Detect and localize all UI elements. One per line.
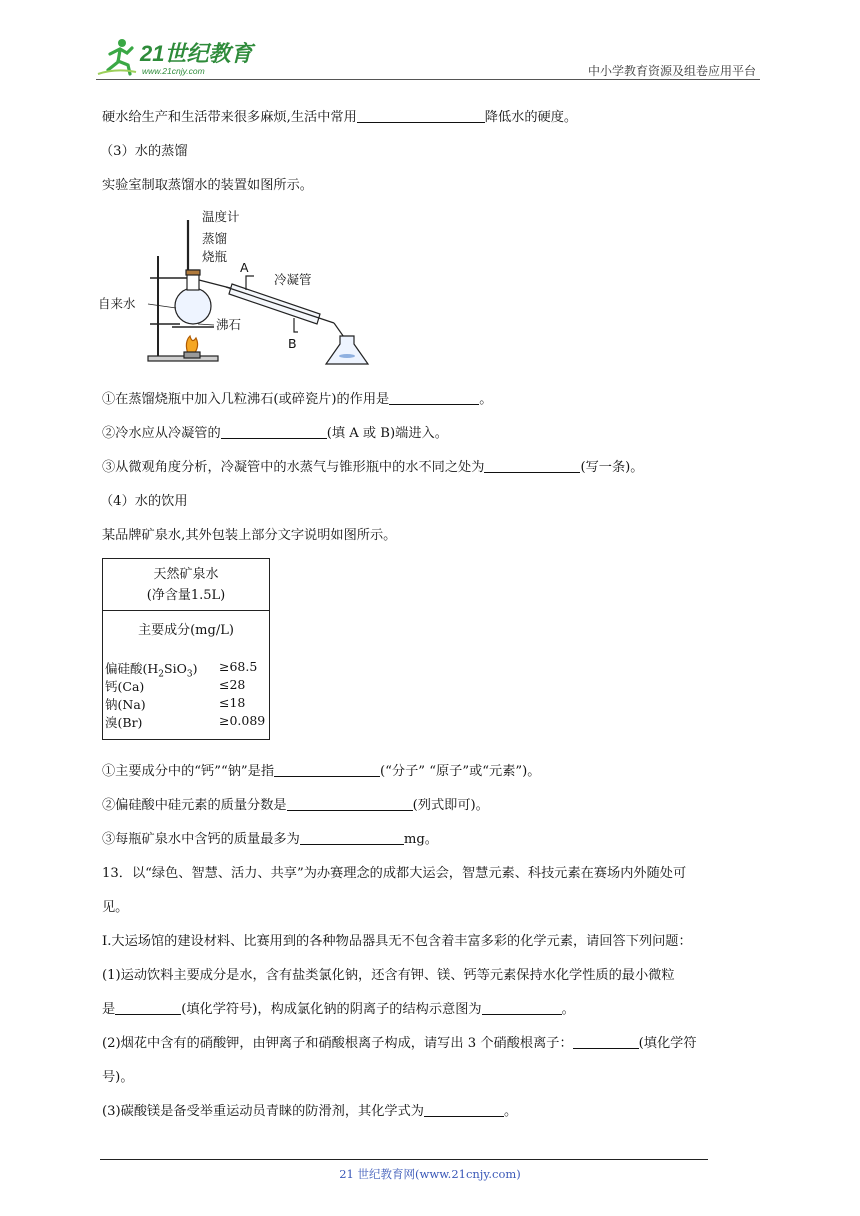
distillation-apparatus-diagram <box>98 206 378 368</box>
footer-link[interactable]: 21 世纪教育网(www.21cnjy.com) <box>339 1167 521 1181</box>
text: 。 <box>479 392 493 407</box>
text: ②偏硅酸中硅元素的质量分数是 <box>102 798 287 813</box>
ingredient-name: SiO <box>164 661 187 676</box>
ingredient-name: 钙(Ca) <box>105 679 145 694</box>
stand-base <box>148 356 218 361</box>
answer-blank[interactable] <box>357 108 485 123</box>
section-heading: （4）水的饮用 <box>100 494 188 509</box>
ingredient-name: 钠(Na) <box>105 697 146 712</box>
text: ①主要成分中的“钙”“钠”是指 <box>102 764 275 779</box>
label-net-content: (净含量1.5L) <box>146 588 226 603</box>
condenser-shape <box>229 284 320 324</box>
site-logo <box>96 34 266 80</box>
label-condenser: 冷凝管 <box>274 272 312 287</box>
question-line <box>102 388 492 407</box>
text: (列式即可)。 <box>412 798 489 813</box>
page-header <box>96 34 760 80</box>
mineral-water-label <box>102 558 270 740</box>
label-b: B <box>288 336 297 351</box>
subscript: 3 <box>186 669 193 680</box>
ingredient-value: ≥0.089 <box>219 713 266 728</box>
label-title: 天然矿泉水 <box>153 567 219 582</box>
flask-shape <box>175 288 211 324</box>
svg-text:www.21cnjy.com: www.21cnjy.com <box>142 66 205 76</box>
text-line: 某品牌矿泉水,其外包装上部分文字说明如图所示。 <box>102 528 397 543</box>
text: 降低水的硬度。 <box>484 110 578 125</box>
ingredient-row <box>105 695 246 713</box>
text: 硬水给生产和生活带来很多麻烦,生活中常用 <box>102 110 357 125</box>
text: (2)烟花中含有的硝酸钾，由钾离子和硝酸根离子构成，请写出 3 个硝酸根离子： <box>102 1036 573 1051</box>
text-line: 见。 <box>102 900 129 915</box>
answer-blank[interactable] <box>482 1000 562 1015</box>
footer-divider <box>100 1159 708 1160</box>
header-divider <box>96 79 760 80</box>
text: (“分子” “原子”或“元素”)。 <box>380 764 541 779</box>
ingredient-row <box>105 677 246 695</box>
answer-blank[interactable] <box>424 1102 504 1117</box>
answer-blank[interactable] <box>115 1000 181 1015</box>
ingredient-name: 溴(Br) <box>105 715 143 730</box>
label-flask-1: 蒸馏 <box>202 231 228 246</box>
text-line: 实验室制取蒸馏水的装置如图所示。 <box>102 178 313 193</box>
label-tap-water: 自来水 <box>98 296 136 311</box>
text: (填 A 或 B)端进入。 <box>326 426 448 441</box>
text: (写一条)。 <box>580 460 644 475</box>
label-a: A <box>240 260 249 275</box>
text-line: I.大运场馆的建设材料、比赛用到的各种物品器具无不包含着丰富多彩的化学元素，请回答下列问题： <box>102 934 692 949</box>
text-line: 号)。 <box>102 1070 134 1085</box>
question-line <box>102 456 643 475</box>
text: ②冷水应从冷凝管的 <box>102 426 221 441</box>
ingredient-row <box>105 713 266 731</box>
section-heading: （3）水的蒸馏 <box>100 144 188 159</box>
text-line <box>102 106 577 125</box>
platform-name: 中小学教育资源及组卷应用平台 <box>587 64 756 78</box>
text: ①在蒸馏烧瓶中加入几粒沸石(或碎瓷片)的作用是 <box>102 392 390 407</box>
question-line <box>102 1100 517 1119</box>
question-line <box>102 998 575 1017</box>
subscript: 2 <box>158 669 165 680</box>
question-line <box>102 1032 697 1051</box>
svg-text:21世纪教育: 21世纪教育 <box>140 41 253 66</box>
label-flask-2: 烧瓶 <box>202 249 228 264</box>
ingredient-value: ≤18 <box>219 695 246 710</box>
answer-blank[interactable] <box>484 458 580 473</box>
text-line: (1)运动饮料主要成分是水，含有盐类氯化钠，还含有钾、镁、钙等元素保持水化学性质的最小微粒 <box>102 968 675 983</box>
question-line <box>102 828 438 847</box>
answer-blank[interactable] <box>287 796 413 811</box>
ingredient-name: ) <box>192 661 198 676</box>
question-13-line: 13．以“绿色、智慧、活力、共享”为办赛理念的成都大运会，智慧元素、科技元素在赛场内外随处可 <box>102 866 687 881</box>
text: mg。 <box>403 832 438 847</box>
text: (填化学符 <box>638 1036 697 1051</box>
question-line <box>102 794 489 813</box>
ingredient-name: 偏硅酸(H <box>105 661 159 676</box>
question-line <box>102 760 540 779</box>
text: 。 <box>504 1104 518 1119</box>
text: 是 <box>102 1002 116 1017</box>
text: (填化学符号)，构成氯化钠的阴离子的结构示意图为 <box>181 1002 482 1017</box>
ingredient-value: ≤28 <box>219 677 246 692</box>
text: (3)碳酸镁是备受举重运动员青睐的防滑剂，其化学式为 <box>102 1104 424 1119</box>
ingredient-value: ≥68.5 <box>219 659 258 674</box>
text: ③从微观角度分析，冷凝管中的水蒸气与锥形瓶中的水不同之处为 <box>102 460 485 475</box>
question-line <box>102 422 448 441</box>
answer-blank[interactable] <box>221 424 327 439</box>
conical-flask-shape <box>326 336 368 364</box>
label-boiling-stone: 沸石 <box>216 317 242 332</box>
text: 。 <box>561 1002 575 1017</box>
answer-blank[interactable] <box>389 390 479 405</box>
text: ③每瓶矿泉水中含钙的质量最多为 <box>102 832 300 847</box>
label-subtitle: 主要成分(mg/L) <box>138 623 234 638</box>
answer-blank[interactable] <box>300 830 404 845</box>
label-thermometer: 温度计 <box>202 209 240 224</box>
answer-blank[interactable] <box>274 762 380 777</box>
answer-blank[interactable] <box>573 1034 639 1049</box>
